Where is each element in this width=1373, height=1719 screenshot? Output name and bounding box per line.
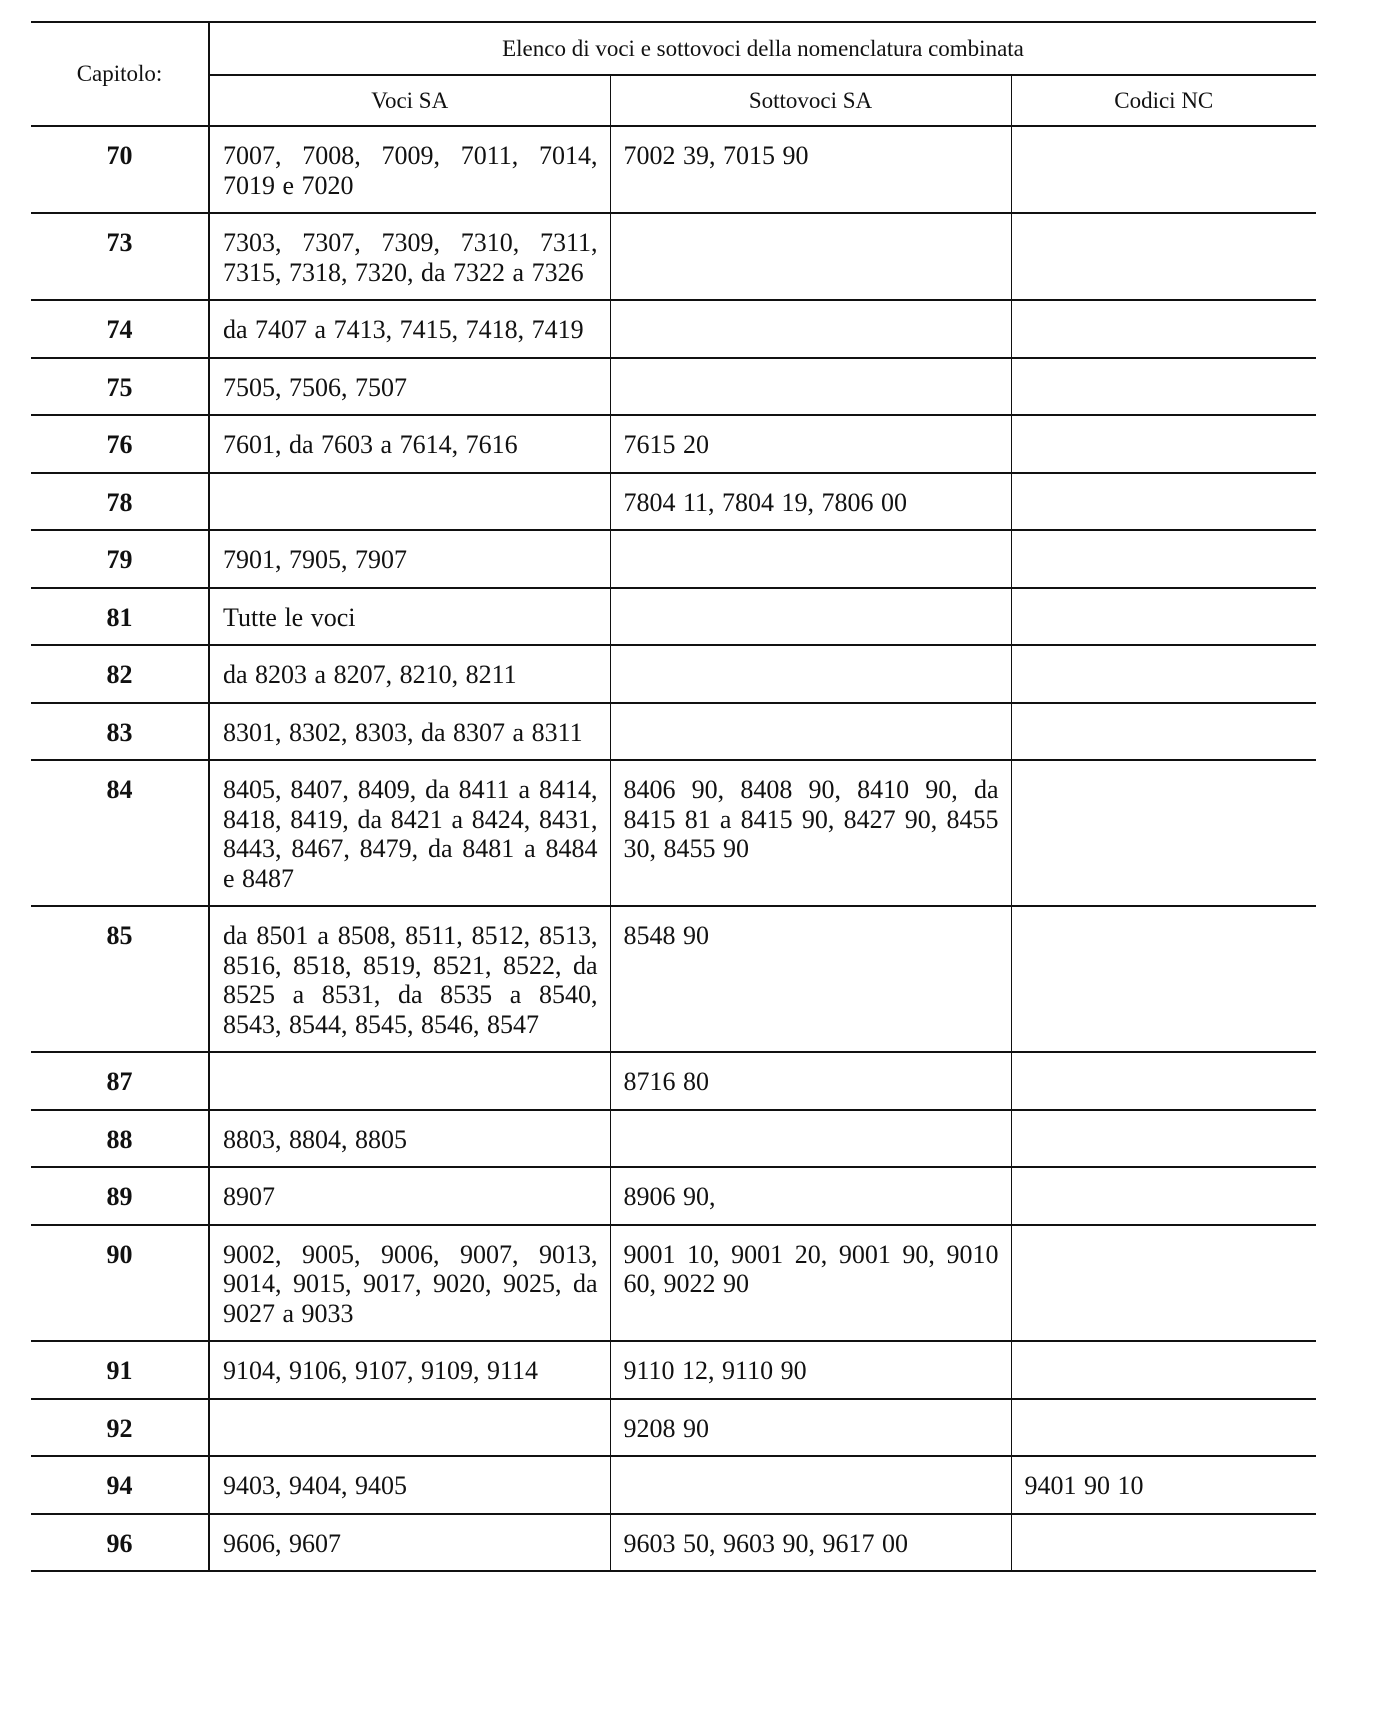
nc-cell [1011, 415, 1316, 473]
nc-cell [1011, 1110, 1316, 1168]
chapter-cell: 73 [31, 213, 209, 300]
chapter-cell: 74 [31, 300, 209, 358]
table-row [31, 530, 1316, 588]
nc-cell [1011, 1514, 1316, 1572]
chapter-cell: 94 [31, 1456, 209, 1514]
nc-cell [1011, 358, 1316, 416]
table-row [31, 703, 1316, 761]
table-row [31, 126, 1316, 213]
sottovoci-cell: 7804 11, 7804 19, 7806 00 [610, 473, 1011, 531]
table-row [31, 213, 1316, 300]
chapter-cell: 88 [31, 1110, 209, 1168]
sottovoci-cell: 9001 10, 9001 20, 9001 90, 9010 60, 9022 90 [610, 1225, 1011, 1342]
table-row [31, 358, 1316, 416]
chapter-cell: 87 [31, 1052, 209, 1110]
nomenclature-table [31, 21, 1316, 1572]
nc-cell [1011, 588, 1316, 646]
table-row [31, 760, 1316, 906]
sottovoci-cell [610, 530, 1011, 588]
chapter-cell: 82 [31, 645, 209, 703]
nc-cell [1011, 473, 1316, 531]
sottovoci-cell: 7002 39, 7015 90 [610, 126, 1011, 213]
voci-cell: 7901, 7905, 7907 [209, 530, 610, 588]
chapter-cell: 96 [31, 1514, 209, 1572]
nc-cell [1011, 530, 1316, 588]
table-row [31, 1052, 1316, 1110]
sottovoci-cell [610, 703, 1011, 761]
nc-cell [1011, 1225, 1316, 1342]
nc-cell [1011, 126, 1316, 213]
voci-cell: 7007, 7008, 7009, 7011, 7014, 7019 e 7020 [209, 126, 610, 213]
table-row [31, 1456, 1316, 1514]
sottovoci-sa-header: Sottovoci SA [610, 75, 1011, 126]
table-row [31, 415, 1316, 473]
chapter-cell: 79 [31, 530, 209, 588]
chapter-cell: 85 [31, 906, 209, 1052]
nc-cell [1011, 1052, 1316, 1110]
table-row [31, 300, 1316, 358]
table-row [31, 1514, 1316, 1572]
voci-cell: 9403, 9404, 9405 [209, 1456, 610, 1514]
chapter-cell: 84 [31, 760, 209, 906]
table-row [31, 473, 1316, 531]
sottovoci-cell [610, 1110, 1011, 1168]
nc-cell [1011, 703, 1316, 761]
voci-sa-header: Voci SA [209, 75, 610, 126]
voci-cell [209, 1052, 610, 1110]
sottovoci-cell: 8716 80 [610, 1052, 1011, 1110]
sottovoci-cell: 9110 12, 9110 90 [610, 1341, 1011, 1399]
chapter-cell: 89 [31, 1167, 209, 1225]
nc-cell [1011, 1341, 1316, 1399]
table-row [31, 1399, 1316, 1457]
nc-cell [1011, 213, 1316, 300]
sottovoci-cell: 8406 90, 8408 90, 8410 90, da 8415 81 a 8415 90, 8427 90, 8455 30, 8455 90 [610, 760, 1011, 906]
voci-cell: 8301, 8302, 8303, da 8307 a 8311 [209, 703, 610, 761]
table-row [31, 1225, 1316, 1342]
table-subheader-row [31, 75, 1316, 126]
table-row [31, 1341, 1316, 1399]
nc-cell [1011, 1167, 1316, 1225]
chapter-cell: 92 [31, 1399, 209, 1457]
sottovoci-cell: 8548 90 [610, 906, 1011, 1052]
nc-cell [1011, 1399, 1316, 1457]
sottovoci-cell: 8906 90, [610, 1167, 1011, 1225]
table-row [31, 588, 1316, 646]
nc-cell [1011, 906, 1316, 1052]
chapter-cell: 78 [31, 473, 209, 531]
nc-cell [1011, 760, 1316, 906]
chapter-cell: 70 [31, 126, 209, 213]
table-row [31, 1167, 1316, 1225]
nc-cell: 9401 90 10 [1011, 1456, 1316, 1514]
voci-cell: da 7407 a 7413, 7415, 7418, 7419 [209, 300, 610, 358]
voci-cell: 8803, 8804, 8805 [209, 1110, 610, 1168]
sottovoci-cell [610, 358, 1011, 416]
group-header: Elenco di voci e sottovoci della nomenclatura combinata [209, 22, 1316, 75]
voci-cell: 9104, 9106, 9107, 9109, 9114 [209, 1341, 610, 1399]
nc-cell [1011, 300, 1316, 358]
sottovoci-cell [610, 213, 1011, 300]
nc-cell [1011, 645, 1316, 703]
voci-cell: 7505, 7506, 7507 [209, 358, 610, 416]
chapter-cell: 76 [31, 415, 209, 473]
table-row [31, 645, 1316, 703]
voci-cell: 8405, 8407, 8409, da 8411 a 8414, 8418, 8419, da 8421 a 8424, 8431, 8443, 8467, 8479, da 8481 a 8484 e 8487 [209, 760, 610, 906]
codici-nc-header: Codici NC [1011, 75, 1316, 126]
chapter-cell: 75 [31, 358, 209, 416]
sottovoci-cell: 7615 20 [610, 415, 1011, 473]
sottovoci-cell [610, 1456, 1011, 1514]
voci-cell [209, 1399, 610, 1457]
sottovoci-cell [610, 645, 1011, 703]
sottovoci-cell [610, 300, 1011, 358]
sottovoci-cell: 9603 50, 9603 90, 9617 00 [610, 1514, 1011, 1572]
voci-cell: 9002, 9005, 9006, 9007, 9013, 9014, 9015, 9017, 9020, 9025, da 9027 a 9033 [209, 1225, 610, 1342]
sottovoci-cell [610, 588, 1011, 646]
chapter-header: Capitolo: [31, 22, 209, 126]
voci-cell: da 8203 a 8207, 8210, 8211 [209, 645, 610, 703]
table-row [31, 906, 1316, 1052]
voci-cell: 7601, da 7603 a 7614, 7616 [209, 415, 610, 473]
table-row [31, 1110, 1316, 1168]
chapter-cell: 90 [31, 1225, 209, 1342]
sottovoci-cell: 9208 90 [610, 1399, 1011, 1457]
chapter-cell: 91 [31, 1341, 209, 1399]
voci-cell: 7303, 7307, 7309, 7310, 7311, 7315, 7318, 7320, da 7322 a 7326 [209, 213, 610, 300]
chapter-cell: 83 [31, 703, 209, 761]
voci-cell: 8907 [209, 1167, 610, 1225]
voci-cell: Tutte le voci [209, 588, 610, 646]
voci-cell: da 8501 a 8508, 8511, 8512, 8513, 8516, 8518, 8519, 8521, 8522, da 8525 a 8531, da 8535 a 8540, 8543, 8544, 8545, 8546, 8547 [209, 906, 610, 1052]
voci-cell: 9606, 9607 [209, 1514, 610, 1572]
table-header-row [31, 22, 1316, 75]
voci-cell [209, 473, 610, 531]
chapter-cell: 81 [31, 588, 209, 646]
